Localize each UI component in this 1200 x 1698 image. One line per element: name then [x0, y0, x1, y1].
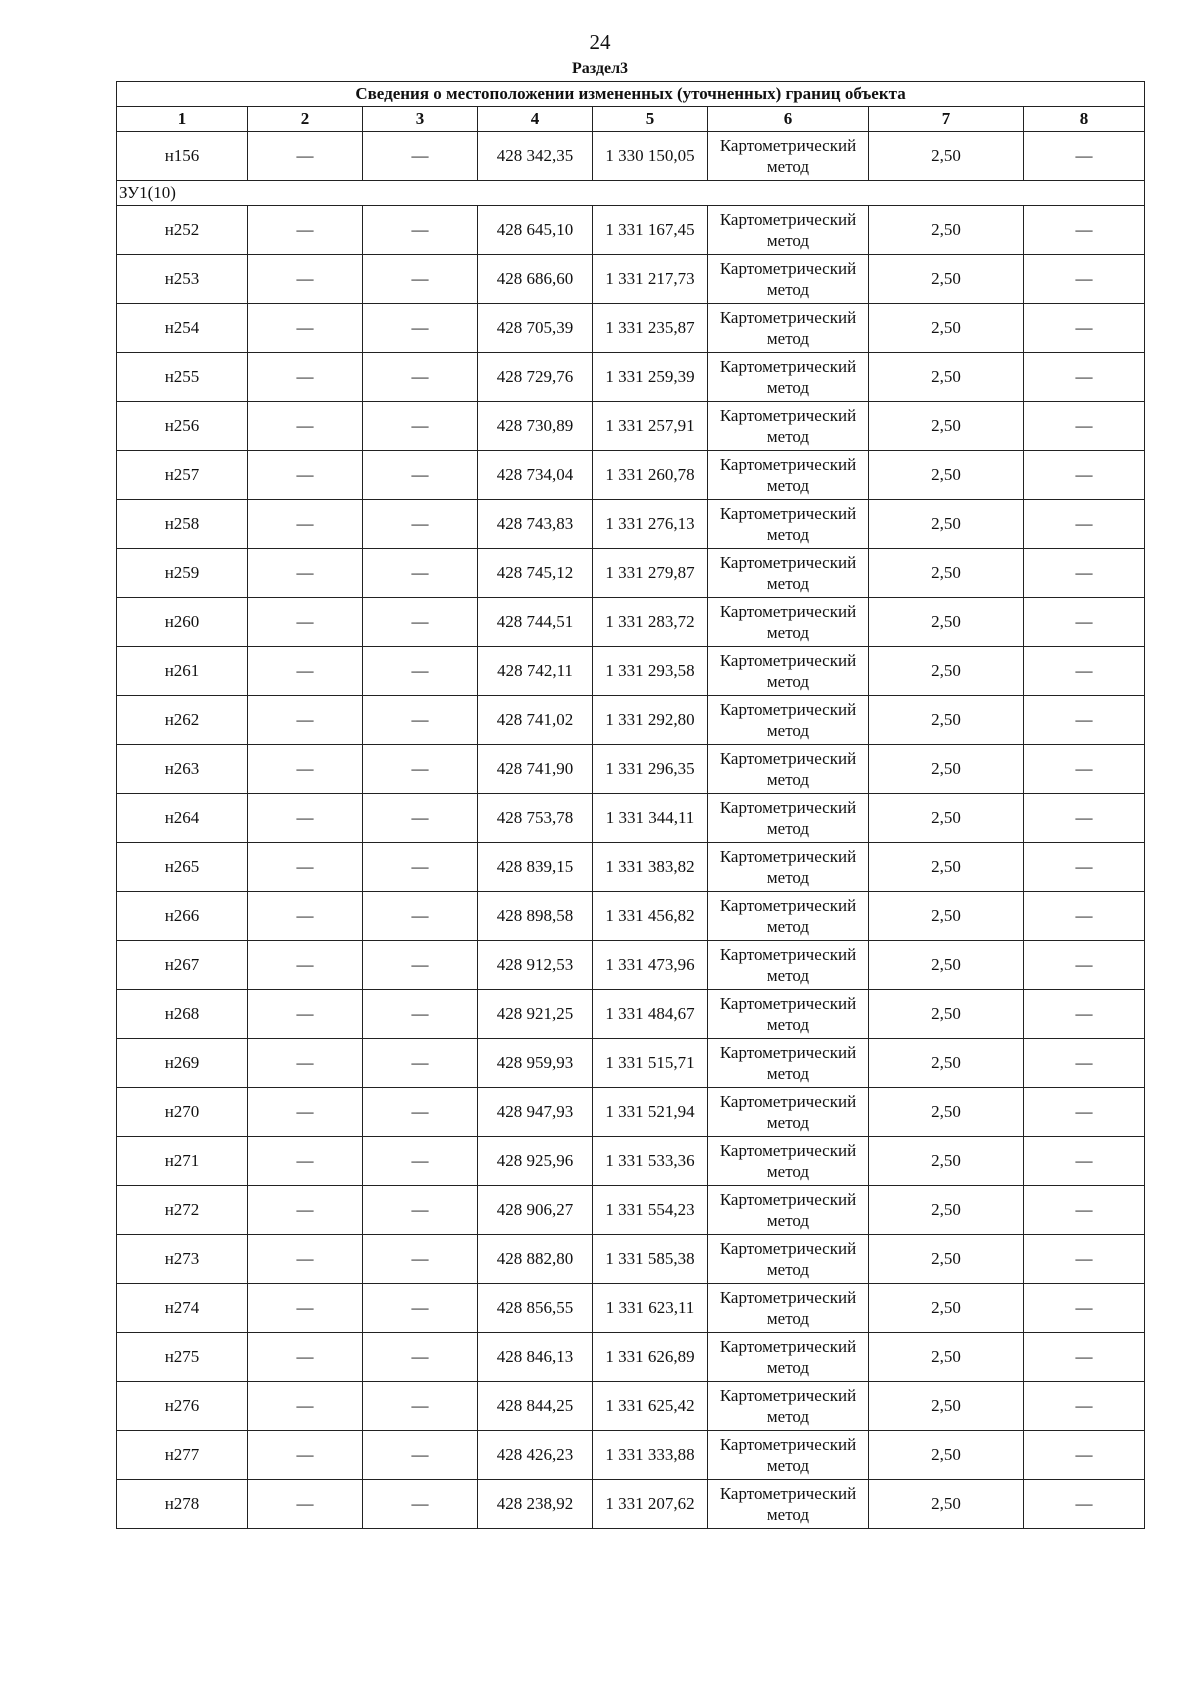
accuracy-cell: 2,50: [869, 794, 1024, 843]
col3-cell: —: [363, 451, 478, 500]
method-cell: Картометрический метод: [708, 696, 869, 745]
col3-cell: —: [363, 647, 478, 696]
col8-cell: —: [1024, 255, 1145, 304]
col2-cell: —: [248, 1137, 363, 1186]
x-coordinate-cell: 428 741,02: [478, 696, 593, 745]
x-coordinate-cell: 428 753,78: [478, 794, 593, 843]
table-row: [117, 304, 1145, 353]
method-cell: Картометрический метод: [708, 745, 869, 794]
col2-cell: —: [248, 1284, 363, 1333]
col3-cell: —: [363, 1333, 478, 1382]
point-cell: н255: [117, 353, 248, 402]
table-row: [117, 1333, 1145, 1382]
method-cell: Картометрический метод: [708, 500, 869, 549]
accuracy-cell: 2,50: [869, 132, 1024, 181]
col2-cell: —: [248, 696, 363, 745]
x-coordinate-cell: 428 744,51: [478, 598, 593, 647]
y-coordinate-cell: 1 331 554,23: [593, 1186, 708, 1235]
page-number: 24: [589, 30, 611, 54]
point-cell: н156: [117, 132, 248, 181]
table-row: [117, 745, 1145, 794]
y-coordinate-cell: 1 331 344,11: [593, 794, 708, 843]
col8-cell: —: [1024, 1088, 1145, 1137]
col2-cell: —: [248, 598, 363, 647]
method-cell: Картометрический метод: [708, 1284, 869, 1333]
column-header-4: 4: [478, 107, 593, 132]
col3-cell: —: [363, 304, 478, 353]
accuracy-cell: 2,50: [869, 1431, 1024, 1480]
method-cell: Картометрический метод: [708, 990, 869, 1039]
y-coordinate-cell: 1 331 333,88: [593, 1431, 708, 1480]
y-coordinate-cell: 1 331 292,80: [593, 696, 708, 745]
col8-cell: —: [1024, 647, 1145, 696]
col2-cell: —: [248, 1382, 363, 1431]
point-cell: н277: [117, 1431, 248, 1480]
y-coordinate-cell: 1 331 296,35: [593, 745, 708, 794]
table-row: [117, 794, 1145, 843]
method-cell: Картометрический метод: [708, 206, 869, 255]
col3-cell: —: [363, 745, 478, 794]
column-header-1: 1: [117, 107, 248, 132]
point-cell: н263: [117, 745, 248, 794]
point-cell: н274: [117, 1284, 248, 1333]
y-coordinate-cell: 1 331 456,82: [593, 892, 708, 941]
method-cell: Картометрический метод: [708, 1088, 869, 1137]
y-coordinate-cell: 1 331 167,45: [593, 206, 708, 255]
x-coordinate-cell: 428 342,35: [478, 132, 593, 181]
method-cell: Картометрический метод: [708, 1333, 869, 1382]
x-coordinate-cell: 428 925,96: [478, 1137, 593, 1186]
accuracy-cell: 2,50: [869, 941, 1024, 990]
accuracy-cell: 2,50: [869, 1284, 1024, 1333]
x-coordinate-cell: 428 730,89: [478, 402, 593, 451]
col3-cell: —: [363, 500, 478, 549]
y-coordinate-cell: 1 331 623,11: [593, 1284, 708, 1333]
col2-cell: —: [248, 304, 363, 353]
column-header-row: [117, 107, 1145, 132]
y-coordinate-cell: 1 331 515,71: [593, 1039, 708, 1088]
col2-cell: —: [248, 255, 363, 304]
method-cell: Картометрический метод: [708, 1382, 869, 1431]
col3-cell: —: [363, 353, 478, 402]
x-coordinate-cell: 428 947,93: [478, 1088, 593, 1137]
x-coordinate-cell: 428 705,39: [478, 304, 593, 353]
accuracy-cell: 2,50: [869, 843, 1024, 892]
method-cell: Картометрический метод: [708, 1137, 869, 1186]
table-row: [117, 353, 1145, 402]
table-row: [117, 1235, 1145, 1284]
point-cell: н259: [117, 549, 248, 598]
col2-cell: —: [248, 794, 363, 843]
x-coordinate-cell: 428 906,27: [478, 1186, 593, 1235]
y-coordinate-cell: 1 331 279,87: [593, 549, 708, 598]
col8-cell: —: [1024, 1137, 1145, 1186]
point-cell: н266: [117, 892, 248, 941]
col8-cell: —: [1024, 402, 1145, 451]
table-row: [117, 1284, 1145, 1333]
accuracy-cell: 2,50: [869, 598, 1024, 647]
col2-cell: —: [248, 1235, 363, 1284]
method-cell: Картометрический метод: [708, 892, 869, 941]
y-coordinate-cell: 1 331 521,94: [593, 1088, 708, 1137]
col8-cell: —: [1024, 941, 1145, 990]
method-cell: Картометрический метод: [708, 549, 869, 598]
col3-cell: —: [363, 1186, 478, 1235]
col8-cell: —: [1024, 132, 1145, 181]
accuracy-cell: 2,50: [869, 647, 1024, 696]
accuracy-cell: 2,50: [869, 1333, 1024, 1382]
col2-cell: —: [248, 1480, 363, 1529]
table-row: [117, 549, 1145, 598]
col8-cell: —: [1024, 1480, 1145, 1529]
table-row: [117, 1137, 1145, 1186]
point-cell: н278: [117, 1480, 248, 1529]
x-coordinate-cell: 428 846,13: [478, 1333, 593, 1382]
col3-cell: —: [363, 990, 478, 1039]
method-cell: Картометрический метод: [708, 1431, 869, 1480]
point-cell: н258: [117, 500, 248, 549]
point-cell: н272: [117, 1186, 248, 1235]
col8-cell: —: [1024, 892, 1145, 941]
point-cell: н253: [117, 255, 248, 304]
x-coordinate-cell: 428 734,04: [478, 451, 593, 500]
method-cell: Картометрический метод: [708, 132, 869, 181]
column-header-5: 5: [593, 107, 708, 132]
col8-cell: —: [1024, 549, 1145, 598]
accuracy-cell: 2,50: [869, 402, 1024, 451]
col3-cell: —: [363, 1382, 478, 1431]
col3-cell: —: [363, 696, 478, 745]
x-coordinate-cell: 428 743,83: [478, 500, 593, 549]
y-coordinate-cell: 1 330 150,05: [593, 132, 708, 181]
column-header-8: 8: [1024, 107, 1145, 132]
col2-cell: —: [248, 647, 363, 696]
accuracy-cell: 2,50: [869, 1039, 1024, 1088]
point-cell: н260: [117, 598, 248, 647]
point-cell: н268: [117, 990, 248, 1039]
method-cell: Картометрический метод: [708, 1480, 869, 1529]
table-row: [117, 1480, 1145, 1529]
y-coordinate-cell: 1 331 625,42: [593, 1382, 708, 1431]
method-cell: Картометрический метод: [708, 1186, 869, 1235]
point-cell: н276: [117, 1382, 248, 1431]
col2-cell: —: [248, 843, 363, 892]
col3-cell: —: [363, 794, 478, 843]
y-coordinate-cell: 1 331 293,58: [593, 647, 708, 696]
y-coordinate-cell: 1 331 626,89: [593, 1333, 708, 1382]
table-row: [117, 500, 1145, 549]
col2-cell: —: [248, 941, 363, 990]
point-cell: н254: [117, 304, 248, 353]
method-cell: Картометрический метод: [708, 304, 869, 353]
table-row: [117, 941, 1145, 990]
col8-cell: —: [1024, 1431, 1145, 1480]
col8-cell: —: [1024, 745, 1145, 794]
accuracy-cell: 2,50: [869, 549, 1024, 598]
col3-cell: —: [363, 549, 478, 598]
col3-cell: —: [363, 1480, 478, 1529]
y-coordinate-cell: 1 331 283,72: [593, 598, 708, 647]
y-coordinate-cell: 1 331 257,91: [593, 402, 708, 451]
col8-cell: —: [1024, 696, 1145, 745]
col2-cell: —: [248, 1186, 363, 1235]
col8-cell: —: [1024, 1039, 1145, 1088]
table-row: [117, 696, 1145, 745]
y-coordinate-cell: 1 331 259,39: [593, 353, 708, 402]
x-coordinate-cell: 428 882,80: [478, 1235, 593, 1284]
accuracy-cell: 2,50: [869, 353, 1024, 402]
col2-cell: —: [248, 1088, 363, 1137]
col8-cell: —: [1024, 1235, 1145, 1284]
group-label: ЗУ1(10): [117, 181, 1145, 206]
column-header-7: 7: [869, 107, 1024, 132]
column-header-3: 3: [363, 107, 478, 132]
method-cell: Картометрический метод: [708, 598, 869, 647]
accuracy-cell: 2,50: [869, 1235, 1024, 1284]
col2-cell: —: [248, 206, 363, 255]
accuracy-cell: 2,50: [869, 990, 1024, 1039]
point-cell: н271: [117, 1137, 248, 1186]
point-cell: н269: [117, 1039, 248, 1088]
point-cell: н273: [117, 1235, 248, 1284]
x-coordinate-cell: 428 238,92: [478, 1480, 593, 1529]
group-row: [117, 181, 1145, 206]
table-row: [117, 843, 1145, 892]
col2-cell: —: [248, 402, 363, 451]
table-row: [117, 1039, 1145, 1088]
col8-cell: —: [1024, 500, 1145, 549]
table-row: [117, 1088, 1145, 1137]
x-coordinate-cell: 428 645,10: [478, 206, 593, 255]
col3-cell: —: [363, 1137, 478, 1186]
col3-cell: —: [363, 1284, 478, 1333]
method-cell: Картометрический метод: [708, 941, 869, 990]
col2-cell: —: [248, 500, 363, 549]
method-cell: Картометрический метод: [708, 1039, 869, 1088]
table-row: [117, 402, 1145, 451]
point-cell: н257: [117, 451, 248, 500]
table-row: [117, 647, 1145, 696]
column-header-6: 6: [708, 107, 869, 132]
table-row: [117, 451, 1145, 500]
y-coordinate-cell: 1 331 473,96: [593, 941, 708, 990]
table-row: [117, 255, 1145, 304]
table-row: [117, 1431, 1145, 1480]
col2-cell: —: [248, 132, 363, 181]
col2-cell: —: [248, 1039, 363, 1088]
y-coordinate-cell: 1 331 383,82: [593, 843, 708, 892]
column-header-2: 2: [248, 107, 363, 132]
col8-cell: —: [1024, 843, 1145, 892]
col2-cell: —: [248, 990, 363, 1039]
method-cell: Картометрический метод: [708, 255, 869, 304]
x-coordinate-cell: 428 729,76: [478, 353, 593, 402]
col3-cell: —: [363, 132, 478, 181]
table-row-first: [117, 132, 1145, 181]
col3-cell: —: [363, 1235, 478, 1284]
col8-cell: —: [1024, 304, 1145, 353]
accuracy-cell: 2,50: [869, 1186, 1024, 1235]
method-cell: Картометрический метод: [708, 843, 869, 892]
x-coordinate-cell: 428 844,25: [478, 1382, 593, 1431]
col3-cell: —: [363, 402, 478, 451]
method-cell: Картометрический метод: [708, 1235, 869, 1284]
y-coordinate-cell: 1 331 585,38: [593, 1235, 708, 1284]
col3-cell: —: [363, 206, 478, 255]
x-coordinate-cell: 428 745,12: [478, 549, 593, 598]
col8-cell: —: [1024, 1382, 1145, 1431]
col3-cell: —: [363, 1088, 478, 1137]
accuracy-cell: 2,50: [869, 451, 1024, 500]
col2-cell: —: [248, 1431, 363, 1480]
point-cell: н267: [117, 941, 248, 990]
col8-cell: —: [1024, 1186, 1145, 1235]
col3-cell: —: [363, 941, 478, 990]
col3-cell: —: [363, 1039, 478, 1088]
accuracy-cell: 2,50: [869, 1088, 1024, 1137]
accuracy-cell: 2,50: [869, 1137, 1024, 1186]
table-row: [117, 206, 1145, 255]
method-cell: Картометрический метод: [708, 451, 869, 500]
col3-cell: —: [363, 598, 478, 647]
col2-cell: —: [248, 745, 363, 794]
y-coordinate-cell: 1 331 276,13: [593, 500, 708, 549]
accuracy-cell: 2,50: [869, 745, 1024, 794]
col2-cell: —: [248, 892, 363, 941]
accuracy-cell: 2,50: [869, 500, 1024, 549]
y-coordinate-cell: 1 331 235,87: [593, 304, 708, 353]
col8-cell: —: [1024, 990, 1145, 1039]
col8-cell: —: [1024, 206, 1145, 255]
x-coordinate-cell: 428 898,58: [478, 892, 593, 941]
point-cell: н275: [117, 1333, 248, 1382]
accuracy-cell: 2,50: [869, 696, 1024, 745]
y-coordinate-cell: 1 331 207,62: [593, 1480, 708, 1529]
y-coordinate-cell: 1 331 484,67: [593, 990, 708, 1039]
col3-cell: —: [363, 255, 478, 304]
point-cell: н270: [117, 1088, 248, 1137]
x-coordinate-cell: 428 912,53: [478, 941, 593, 990]
y-coordinate-cell: 1 331 217,73: [593, 255, 708, 304]
col8-cell: —: [1024, 1333, 1145, 1382]
accuracy-cell: 2,50: [869, 892, 1024, 941]
method-cell: Картометрический метод: [708, 402, 869, 451]
col3-cell: —: [363, 892, 478, 941]
table-row: [117, 1186, 1145, 1235]
accuracy-cell: 2,50: [869, 1382, 1024, 1431]
y-coordinate-cell: 1 331 260,78: [593, 451, 708, 500]
col2-cell: —: [248, 549, 363, 598]
table-row: [117, 1382, 1145, 1431]
point-cell: н256: [117, 402, 248, 451]
accuracy-cell: 2,50: [869, 1480, 1024, 1529]
point-cell: н262: [117, 696, 248, 745]
col8-cell: —: [1024, 353, 1145, 402]
col8-cell: —: [1024, 794, 1145, 843]
point-cell: н252: [117, 206, 248, 255]
col2-cell: —: [248, 451, 363, 500]
x-coordinate-cell: 428 856,55: [478, 1284, 593, 1333]
x-coordinate-cell: 428 741,90: [478, 745, 593, 794]
table-row: [117, 990, 1145, 1039]
method-cell: Картометрический метод: [708, 794, 869, 843]
x-coordinate-cell: 428 742,11: [478, 647, 593, 696]
point-cell: н264: [117, 794, 248, 843]
y-coordinate-cell: 1 331 533,36: [593, 1137, 708, 1186]
accuracy-cell: 2,50: [869, 304, 1024, 353]
accuracy-cell: 2,50: [869, 255, 1024, 304]
boundary-table: [116, 81, 1145, 1529]
col8-cell: —: [1024, 1284, 1145, 1333]
accuracy-cell: 2,50: [869, 206, 1024, 255]
col3-cell: —: [363, 843, 478, 892]
col8-cell: —: [1024, 598, 1145, 647]
col8-cell: —: [1024, 451, 1145, 500]
point-cell: н261: [117, 647, 248, 696]
x-coordinate-cell: 428 426,23: [478, 1431, 593, 1480]
col3-cell: —: [363, 1431, 478, 1480]
x-coordinate-cell: 428 839,15: [478, 843, 593, 892]
table-caption: Сведения о местоположении измененных (уточненных) границ объекта: [117, 82, 1145, 107]
section-title: Раздел3: [571, 60, 629, 77]
table-row: [117, 892, 1145, 941]
method-cell: Картометрический метод: [708, 647, 869, 696]
x-coordinate-cell: 428 921,25: [478, 990, 593, 1039]
method-cell: Картометрический метод: [708, 353, 869, 402]
col2-cell: —: [248, 1333, 363, 1382]
x-coordinate-cell: 428 686,60: [478, 255, 593, 304]
table-row: [117, 598, 1145, 647]
x-coordinate-cell: 428 959,93: [478, 1039, 593, 1088]
point-cell: н265: [117, 843, 248, 892]
col2-cell: —: [248, 353, 363, 402]
